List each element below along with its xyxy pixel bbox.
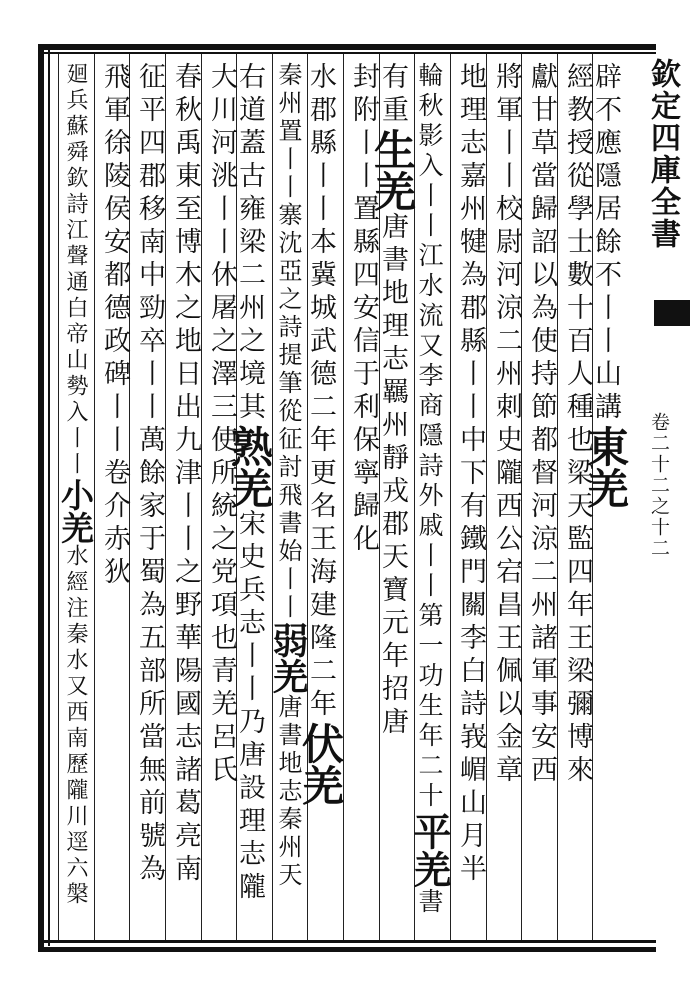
entry-heading: 伏羌: [296, 722, 345, 806]
text-column: [368, 62, 417, 936]
column-text: 有重: [377, 62, 408, 128]
fishtail-mark: [654, 300, 690, 326]
entry-heading: 東羌: [581, 425, 630, 509]
column-text: 宋史兵志丨丨乃唐設: [234, 509, 265, 806]
column-text: 獻甘草當歸詔以為使持節都督河涼二州諸軍事安西: [526, 62, 557, 788]
column-rule: [557, 54, 558, 940]
frame-bottom-inner-border: [38, 940, 656, 943]
column-text: 將軍丨丨校尉河涼二州刺史隴西公宕昌王佩以金章: [491, 62, 522, 788]
frame-left-inner-border: [48, 50, 50, 946]
column-text: 地理志嘉州犍為郡縣丨丨中下有鐵門關李白詩峩嵋山月半: [455, 62, 486, 887]
column-tail-text: 志秦州天: [274, 778, 302, 890]
frame-left-border: [38, 44, 44, 952]
text-column: [205, 62, 235, 936]
column-text: 封: [348, 62, 379, 95]
frame-bottom-border: [38, 947, 656, 952]
entry-heading: 平羌: [407, 812, 452, 888]
entry-heading: 熟羌: [225, 425, 274, 509]
text-column: [296, 62, 345, 936]
frame-top-inner-border: [40, 52, 656, 54]
text-column: [454, 62, 484, 936]
column-text: 大川河洮丨丨休屠之澤: [206, 62, 237, 392]
column-text: 右道蓋古雍梁二州之境其: [234, 62, 265, 425]
column-text: 種也梁天監四年王梁彌博來: [562, 392, 593, 788]
text-column: [225, 62, 274, 936]
text-column: [347, 62, 377, 936]
volume-label: 卷二十二之十二: [648, 412, 670, 559]
text-column: [56, 62, 95, 936]
column-text: 廻兵蘇舜欽詩江聲通白帝山勢入丨丨: [63, 62, 88, 478]
text-column: [267, 62, 309, 936]
column-tail-text: 理志隴: [234, 806, 265, 905]
entry-heading: 弱羌: [267, 622, 309, 694]
column-text: 書: [415, 888, 444, 918]
column-tail-text: 唐: [377, 707, 408, 740]
entry-heading: 小羌: [56, 478, 95, 544]
column-text: 水經注秦水又西南歷隴川逕六槃: [63, 544, 88, 908]
column-rule: [486, 54, 487, 940]
frame-top-border: [40, 44, 656, 50]
text-column: [407, 62, 452, 936]
column-text: 輪秋影入丨丨江水流又李商隱詩外戚丨丨第一功生年二十: [415, 62, 444, 812]
column-rule: [343, 54, 344, 940]
entry-heading: 生羌: [368, 128, 417, 212]
column-tail-text: 青羌呂氏: [206, 656, 237, 788]
column-text: 唐書地理志羈州靜戎郡天寶元年招: [377, 212, 408, 707]
column-rule: [450, 54, 451, 940]
column-rule: [201, 54, 202, 940]
text-column: [169, 62, 199, 936]
text-column: [581, 62, 630, 936]
text-column: [561, 62, 591, 936]
column-text: 飛軍徐陵侯安都德政碑丨丨卷介赤狄: [99, 62, 130, 590]
column-text: 附丨丨置縣四安信于利保寧歸化: [348, 95, 379, 557]
column-text: 春秋禹東至博木之地日出九津丨丨之野華陽國志諸葛亮南: [170, 62, 201, 887]
column-rule: [165, 54, 166, 940]
text-column: [525, 62, 555, 936]
text-column: [133, 62, 163, 936]
column-text: 三使所統之党項也: [206, 392, 237, 656]
column-text: 征平四郡移南中勁卒丨丨萬餘家于蜀為五部所當無前號為: [134, 62, 165, 887]
text-column: [490, 62, 520, 936]
collection-title: 欽定四庫全書: [645, 58, 680, 250]
column-text: 辟不應隱居餘不丨丨山講: [590, 62, 621, 425]
column-text: 秦州置丨丨寨沈亞之詩提筆從征討飛書始丨丨: [274, 62, 302, 622]
text-column: [98, 62, 128, 936]
column-text: 經教授從學士數十百人: [562, 62, 593, 392]
column-text: 唐書地: [274, 694, 302, 778]
column-text: 水郡縣丨丨本冀城武德二年更名王海建隆二年: [305, 62, 336, 722]
